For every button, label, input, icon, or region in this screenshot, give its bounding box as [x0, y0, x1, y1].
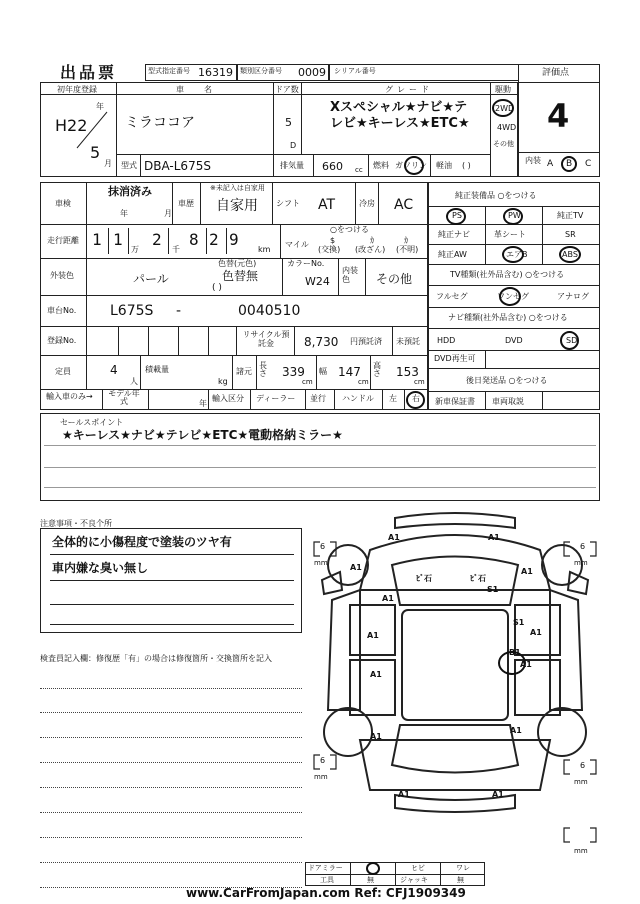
equip-leather: 革シート [494, 230, 526, 239]
mileage-sen-unit: 千 [172, 245, 180, 254]
reg-label: 登録No. [47, 336, 77, 345]
mileage-circle-note: ○をつける [330, 225, 369, 234]
recycle-label: リサイクル預託金 [242, 330, 290, 349]
load-unit: kg [218, 377, 228, 386]
width-unit: cm [358, 378, 369, 386]
mileage-opt2: ｶ [370, 236, 374, 245]
handle-left: 左 [389, 394, 397, 403]
first-reg-era: H22 [55, 116, 88, 135]
tools-label: 工具 [320, 876, 334, 884]
car-name: ミラココア [125, 115, 195, 131]
mileage-digit: 9 [229, 230, 239, 249]
history-note: ※未記入は自家用 [210, 184, 265, 192]
mileage-opt2b: (改ざん) [355, 245, 386, 254]
chassis-dash: - [176, 303, 182, 319]
grade-score: 4 [547, 97, 570, 135]
equip-aw: 純正AW [438, 250, 467, 259]
equip-title: 純正装備品 ○をつける [455, 191, 537, 200]
doors-label: ドア数 [275, 85, 299, 94]
tv-title: TV種類(社外品含む) ○をつける [450, 270, 565, 279]
equip-ps-circle [446, 208, 466, 225]
drive-2wd-circle [492, 99, 514, 117]
interior-color: その他 [376, 272, 413, 286]
door-mirror-label: ドアミラー [308, 864, 343, 872]
notes-label: 注意事項・不良个所 [40, 519, 112, 528]
color-change-label: 色替(元色) [218, 259, 257, 268]
sales-label: セールスポイント [60, 418, 124, 427]
car-damage-diagram [300, 510, 610, 870]
tv-fullseg: フルセグ [436, 292, 468, 301]
shaken-status: 抹消済み [108, 185, 152, 198]
shift-value: AT [318, 197, 336, 213]
damage-mark: A1 [370, 732, 382, 741]
displacement-unit: cc [355, 166, 363, 174]
class-label: 類別区分番号 [240, 67, 282, 75]
after-title: 後日発送品 ○をつける [466, 376, 548, 385]
form-title: 出品票 [60, 63, 118, 82]
damage-mark: A1 [488, 533, 500, 542]
drive-other: その他 [493, 140, 514, 148]
width-label: 幅 [319, 367, 327, 376]
notes-line2: 車内嫌な臭い無し [52, 561, 149, 575]
chassis-prefix: L675S [110, 303, 154, 319]
nav-sd-circle [560, 331, 579, 350]
fuel-gasoline: ガソリン [395, 161, 427, 170]
drive-label: 駆動 [495, 85, 511, 94]
handle-label: ハンドル [342, 394, 374, 403]
interior-b: B [566, 159, 573, 169]
equip-airbag: エアB [506, 250, 528, 259]
depth-front-left: 6 [320, 542, 326, 551]
equip-sr: SR [565, 230, 576, 239]
cooler-value: AC [394, 197, 414, 213]
depth-unit: mm [574, 778, 588, 786]
history-value: 自家用 [216, 198, 258, 214]
damage-mark: A1 [382, 594, 394, 603]
after-manual: 車両取説 [492, 397, 524, 406]
equip-abs: ABS [562, 250, 578, 259]
grade-text-label: グレード [385, 85, 433, 94]
mileage-label: 走行距離 [47, 236, 79, 245]
depth-rear-left: 6 [320, 756, 326, 765]
color-code: W24 [305, 275, 330, 288]
grade-text: Xスペシャル★ナビ★テレビ★キーレス★ETC★ [330, 100, 470, 132]
model-cert-no: 16319 [198, 66, 233, 79]
height-unit: cm [414, 378, 425, 386]
mileage-km-unit: km [258, 245, 271, 254]
mileage-digit: 2 [209, 230, 219, 249]
model-cert-label: 型式指定番号 [148, 67, 190, 75]
door-mirror-circle [366, 862, 380, 875]
displacement: 660 [322, 160, 343, 173]
displacement-label: 排気量 [280, 161, 304, 170]
length-unit: cm [302, 378, 313, 386]
equip-pw: PW [508, 211, 521, 220]
shaken-year-unit: 年 [120, 209, 128, 218]
damage-mark: A1 [388, 533, 400, 542]
capacity-unit: 人 [130, 377, 138, 386]
nav-title: ナビ種類(社外品含む) ○をつける [448, 313, 568, 322]
doors-suffix: D [290, 141, 297, 150]
tv-oneseg-circle [499, 287, 521, 306]
class-no: 0009 [298, 66, 326, 79]
import-label: 輸入車のみ→ [46, 392, 93, 401]
nav-hdd: HDD [437, 336, 456, 345]
length-value: 339 [282, 365, 305, 379]
depth-unit: mm [314, 559, 328, 567]
nav-sd: SD [566, 336, 578, 345]
first-reg-label: 初年度登録 [57, 85, 97, 94]
month-unit: 月 [104, 159, 112, 168]
fuel-label: 燃料 [373, 161, 389, 170]
damage-mark: A1 [350, 563, 362, 572]
chassis-label: 車台No. [47, 306, 77, 315]
damage-mark: A1 [492, 790, 504, 799]
mileage-man-unit: 万 [131, 245, 139, 254]
damage-mark: A1 [521, 567, 533, 576]
mileage-opt1: $ [330, 236, 336, 245]
recycle-amount: 8,730 [304, 335, 339, 349]
mileage-opt3b: (不明) [396, 245, 419, 254]
height-label: 高さ [373, 361, 381, 378]
damage-mark: A1 [520, 660, 532, 669]
depth-front-right: 6 [580, 542, 586, 551]
model-year-label: モデル年式 [108, 389, 140, 406]
tv-analog: アナログ [557, 292, 589, 301]
shaken-label: 車検 [55, 199, 71, 208]
model-code: DBA-L675S [144, 159, 211, 173]
handle-right: 右 [412, 394, 420, 403]
interior-color-label: 内装色 [342, 266, 358, 284]
dvd-playable: DVD再生可 [434, 354, 476, 363]
crack-label: ヒビ [411, 864, 425, 872]
fuel-other-paren: ( ) [462, 161, 471, 170]
interior-label: 内装 [525, 156, 541, 165]
drive-2wd: 2WD [495, 104, 515, 113]
interior-b-circle [561, 156, 577, 172]
equip-abs-circle [559, 246, 581, 263]
year-unit: 年 [96, 102, 104, 111]
shift-label: シフト [276, 199, 300, 208]
damage-mark: S1 [513, 618, 525, 627]
import-parallel: 並行 [310, 394, 326, 403]
notes-line1: 全体的に小傷程度で塗装のツヤ有 [52, 535, 232, 549]
equip-ps: PS [452, 211, 462, 220]
damage-mark: ﾋﾞ石 [416, 574, 432, 583]
footer-watermark: www.CarFromJapan.com Ref: CFJ1909349 [186, 886, 466, 900]
drive-4wd: 4WD [497, 123, 517, 132]
color-code-label: カラーNo. [287, 259, 325, 268]
mileage-digit: 1 [113, 230, 123, 249]
equip-tv: 純正TV [557, 211, 584, 220]
model-label: 型式 [121, 161, 137, 170]
damage-mark: S1 [487, 585, 499, 594]
handle-right-circle [406, 391, 425, 409]
capacity-label: 定員 [55, 367, 71, 376]
damage-mark: A1 [510, 726, 522, 735]
depth-unit: mm [574, 847, 588, 855]
exterior-color-label: 外装色 [50, 271, 74, 280]
equip-airbag-circle [502, 246, 524, 263]
nav-dvd: DVD [505, 336, 523, 345]
import-div-label: 輸入区分 [212, 394, 244, 403]
exterior-color: パール [133, 272, 169, 286]
sales-text: ★キーレス★ナビ★テレビ★ETC★電動格納ミラー★ [62, 428, 343, 442]
load-label: 積載量 [145, 365, 169, 374]
interior-a: A [547, 159, 554, 169]
cooler-label: 冷房 [359, 199, 375, 208]
fuel-diesel: 軽油 [436, 161, 452, 170]
mileage-mile: マイル [285, 240, 309, 249]
broken-label: ワレ [456, 864, 470, 872]
doors-count: 5 [285, 116, 292, 129]
car-name-label: 車名 [176, 85, 232, 94]
color-change-paren: ( ) [212, 283, 222, 293]
mileage-digit: 8 [189, 230, 199, 249]
recycle-deposited: 円預託済 [350, 337, 382, 346]
height-value: 153 [396, 365, 419, 379]
damage-mark: A1 [398, 790, 410, 799]
tools-none: 無 [367, 876, 374, 884]
shaken-month-unit: 月 [164, 209, 172, 218]
damage-circle [498, 648, 526, 675]
mileage-digit: 2 [152, 230, 162, 249]
depth-unit: mm [314, 773, 328, 781]
mileage-opt3: ｶ [404, 236, 408, 245]
damage-mark: A1 [370, 670, 382, 679]
interior-c: C [585, 159, 592, 169]
capacity-value: 4 [110, 363, 118, 377]
history-label: 車歴 [178, 199, 194, 208]
depth-unit: mm [574, 559, 588, 567]
import-year-unit: 年 [199, 399, 207, 408]
length-label: 長さ [259, 361, 267, 378]
dims-label: 諸元 [236, 367, 252, 376]
damage-mark: A1 [530, 628, 542, 637]
depth-rear-right: 6 [580, 761, 586, 770]
first-reg-month: 5 [90, 143, 101, 162]
equip-navi: 純正ナビ [438, 230, 470, 239]
color-change: 色替無 [222, 269, 259, 283]
damage-mark: ﾋﾞ石 [470, 574, 486, 583]
after-warranty: 新車保証書 [435, 397, 475, 406]
recycle-not-deposited: 未預託 [396, 337, 420, 346]
jack-label: ジャッキ [400, 876, 428, 884]
equip-pw-circle [503, 208, 523, 225]
jack-none: 無 [457, 876, 464, 884]
fuel-gasoline-circle [404, 156, 424, 175]
mileage-digit: 1 [92, 230, 102, 249]
serial-label: シリアル番号 [334, 67, 376, 75]
tv-oneseg: ワンセグ [497, 292, 529, 301]
damage-mark: A1 [367, 631, 379, 640]
width-value: 147 [338, 365, 361, 379]
grade-label: 評価点 [542, 68, 570, 78]
mileage-opt1b: (交換) [318, 245, 341, 254]
damage-mark: B1 [509, 648, 521, 657]
chassis-number: 0040510 [238, 303, 301, 319]
inspector-label: 検査員記入欄：修復歴「有」の場合は修復箇所・交換箇所を記入 [40, 654, 272, 663]
import-dealer: ディーラー [256, 394, 296, 403]
